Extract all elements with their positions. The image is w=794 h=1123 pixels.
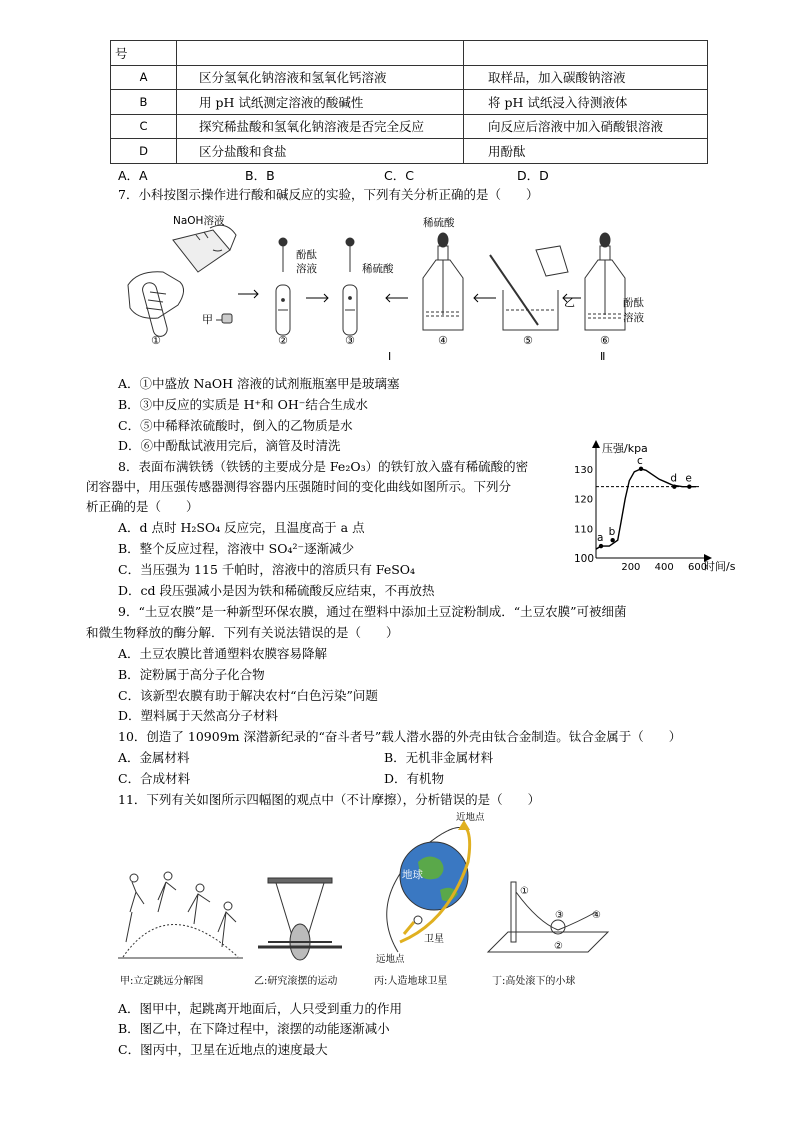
point-3-label: ③ <box>555 910 564 921</box>
pendulum-figure <box>258 878 342 960</box>
dilute-h2so4-label: 稀硫酸 <box>362 263 394 275</box>
arrow-right-icon <box>238 290 258 298</box>
data-point-b <box>610 538 614 542</box>
q10-option-b: B．无机非金属材料 <box>384 750 494 765</box>
q11-option-b: B．图乙中，在下降过程中，滚摆的动能逐渐减小 <box>118 1021 390 1036</box>
table-cell: 探究稀盐酸和氢氧化钠溶液是否完全反应 <box>177 114 464 139</box>
jump-figure <box>118 872 243 958</box>
q7-stem: 7．小科按图示操作进行酸和碱反应的实验，下列有关分析正确的是（ ） <box>118 187 539 202</box>
q6-option-b: B．B <box>245 168 275 183</box>
y-axis-label: 压强/kpa <box>602 442 648 455</box>
y-tick-label: 130 <box>574 464 594 476</box>
table-row <box>111 90 708 115</box>
options-table <box>110 40 708 164</box>
table-cell: 向反应后溶液中加入硝酸银溶液 <box>464 114 708 139</box>
q9-option-d: D．塑料属于天然高分子材料 <box>118 708 279 723</box>
roman-label-2: Ⅱ <box>600 350 606 363</box>
table-cell <box>177 41 464 66</box>
x-tick-label: 600 <box>688 562 708 573</box>
table-cell <box>464 41 708 66</box>
point-2-label: ② <box>554 941 563 952</box>
q10-stem: 10．创造了 10909m 深潜新纪录的“奋斗者号”载人潜水器的外壳由钛合金制造。钛合金属于（ ） <box>118 729 682 744</box>
x-axis-label: 时间/s <box>704 560 736 573</box>
table-row <box>111 114 708 139</box>
arrow-left-icon <box>474 294 496 302</box>
q10-option-d: D．有机物 <box>384 771 445 786</box>
q11-option-a: A．图甲中，起跳离开地面后，人只受到重力的作用 <box>118 1001 403 1016</box>
table-cell: 用酚酞 <box>464 139 708 164</box>
q7-option-b: B．③中反应的实质是 H⁺和 OH⁻结合生成水 <box>118 397 368 412</box>
arrow-right-icon <box>306 294 328 302</box>
q8-option-b: B．整个反应过程，溶液中 SO₄²⁻逐渐减少 <box>118 541 355 556</box>
q6-option-d: D．D <box>517 168 549 183</box>
table-cell: 号 <box>111 41 177 66</box>
origin-label: 100 <box>574 553 595 565</box>
data-point-e <box>687 484 691 488</box>
q8-stem-line3: 析正确的是（ ） <box>86 499 199 514</box>
q9-option-b: B．淀粉属于高分子化合物 <box>118 667 265 682</box>
yi-label: 乙 <box>564 296 575 309</box>
bottle-label: 稀硫酸 <box>423 217 455 229</box>
arrow-left-icon <box>386 294 408 302</box>
q7-experiment-figure <box>118 210 678 370</box>
q9-option-a: A．土豆农膜比普通塑料农膜容易降解 <box>118 646 328 661</box>
caption-jia: 甲:立定跳远分解图 <box>120 976 204 987</box>
point-label-d: d <box>670 472 678 485</box>
table-cell: C <box>111 114 177 139</box>
stopper-jia <box>222 314 232 323</box>
table-row <box>111 139 708 164</box>
q8-stem-line1: 8．表面布满铁锈（铁锈的主要成分是 Fe₂O₃）的铁钉放入盛有稀硫酸的密 <box>118 459 529 474</box>
q7-option-c: C．⑤中稀释浓硫酸时，倒入的乙物质是水 <box>118 418 353 433</box>
step5-illustration <box>490 246 568 330</box>
solution-label-2: 溶液 <box>623 312 644 324</box>
q8-option-a: A．d 点时 H₂SO₄ 反应完，且温度高于 a 点 <box>118 520 365 535</box>
caption-bing: 丙:人造地球卫星 <box>374 976 448 987</box>
q10-option-c: C．合成材料 <box>118 771 191 786</box>
q11-option-c: C．图丙中，卫星在近地点的速度最大 <box>118 1042 328 1057</box>
q10-option-a: A．金属材料 <box>118 750 190 765</box>
table-cell: B <box>111 90 177 115</box>
step-number-4: ④ <box>438 334 448 347</box>
pressure-chart <box>566 436 746 578</box>
roman-label-1: Ⅰ <box>388 350 392 363</box>
y-tick-label: 110 <box>574 524 594 536</box>
q9-stem-line2: 和微生物释放的酶分解．下列有关说法错误的是（ ） <box>86 625 399 640</box>
naoh-label: NaOH溶液 <box>173 215 225 227</box>
q6-option-a: A．A <box>118 168 148 183</box>
q7-option-a: A．①中盛放 NaOH 溶液的试剂瓶瓶塞甲是玻璃塞 <box>118 376 400 391</box>
step4-illustration <box>423 233 463 330</box>
rolling-ball-figure <box>488 882 608 952</box>
data-point-a <box>599 544 603 548</box>
step-number-5: ⑤ <box>523 334 533 347</box>
table-cell: D <box>111 139 177 164</box>
data-point-d <box>672 484 676 488</box>
near-point-label: 近地点 <box>456 812 485 823</box>
q8-option-c: C．当压强为 115 千帕时，溶液中的溶质只有 FeSO₄ <box>118 562 416 577</box>
y-axis-arrow-icon <box>592 440 600 448</box>
table-cell: 用 pH 试纸测定溶液的酸碱性 <box>177 90 464 115</box>
table-cell: A <box>111 65 177 90</box>
point-label-a: a <box>597 532 604 545</box>
x-tick-label: 200 <box>621 562 641 573</box>
satellite-label: 卫星 <box>424 934 444 945</box>
jia-label: 甲 <box>202 313 213 326</box>
data-point-c <box>639 467 643 471</box>
step-number-1: ① <box>151 334 161 347</box>
point-label-c: c <box>637 454 643 467</box>
table-cell: 区分氢氧化钠溶液和氢氧化钙溶液 <box>177 65 464 90</box>
caption-yi: 乙:研究滚摆的运动 <box>254 976 338 987</box>
y-tick-label: 120 <box>574 494 594 506</box>
step3-illustration <box>343 238 357 335</box>
q11-four-figures <box>118 812 618 992</box>
satellite-figure <box>387 820 470 952</box>
earth-label: 地球 <box>402 869 423 881</box>
solution-label-1: 溶液 <box>296 263 317 275</box>
caption-ding: 丁:高处滚下的小球 <box>492 976 576 987</box>
point-1-label: ① <box>520 886 529 897</box>
point-4-label: ④ <box>592 910 601 921</box>
step-number-6: ⑥ <box>600 334 610 347</box>
table-cell: 取样品，加入碳酸钠溶液 <box>464 65 708 90</box>
q8-stem-line2: 闭容器中，用压强传感器测得容器内压强随时间的变化曲线如图所示。下列分 <box>86 479 512 494</box>
table-cell: 区分盐酸和食盐 <box>177 139 464 164</box>
table-cell: 将 pH 试纸浸入待测液体 <box>464 90 708 115</box>
q6-option-c: C．C <box>384 168 414 183</box>
q11-stem: 11．下列有关如图所示四幅图的观点中（不计摩擦），分析错误的是（ ） <box>118 792 541 807</box>
point-label-e: e <box>685 472 692 485</box>
step1-illustration <box>128 225 236 338</box>
step6-illustration <box>585 233 625 330</box>
phenol-label-1: 酚酞 <box>296 249 317 261</box>
step-number-2: ② <box>278 334 288 347</box>
q9-stem-line1: 9．“土豆农膜”是一种新型环保农膜，通过在塑料中添加土豆淀粉制成．“土豆农膜”可被细菌 <box>118 604 627 619</box>
q9-option-c: C．该新型农膜有助于解决农村“白色污染”问题 <box>118 688 378 703</box>
phenol-label-2: 酚酞 <box>623 297 644 309</box>
q8-option-d: D．cd 段压强减小是因为铁和稀硫酸反应结束，不再放热 <box>118 583 435 598</box>
table-header-row <box>111 41 708 66</box>
far-point-label: 远地点 <box>376 954 405 965</box>
step-number-3: ③ <box>345 334 355 347</box>
step2-illustration <box>276 238 290 335</box>
q7-option-d: D．⑥中酚酞试液用完后，滴管及时清洗 <box>118 438 341 453</box>
x-tick-label: 400 <box>654 562 674 573</box>
table-row <box>111 65 708 90</box>
point-label-b: b <box>608 526 616 539</box>
